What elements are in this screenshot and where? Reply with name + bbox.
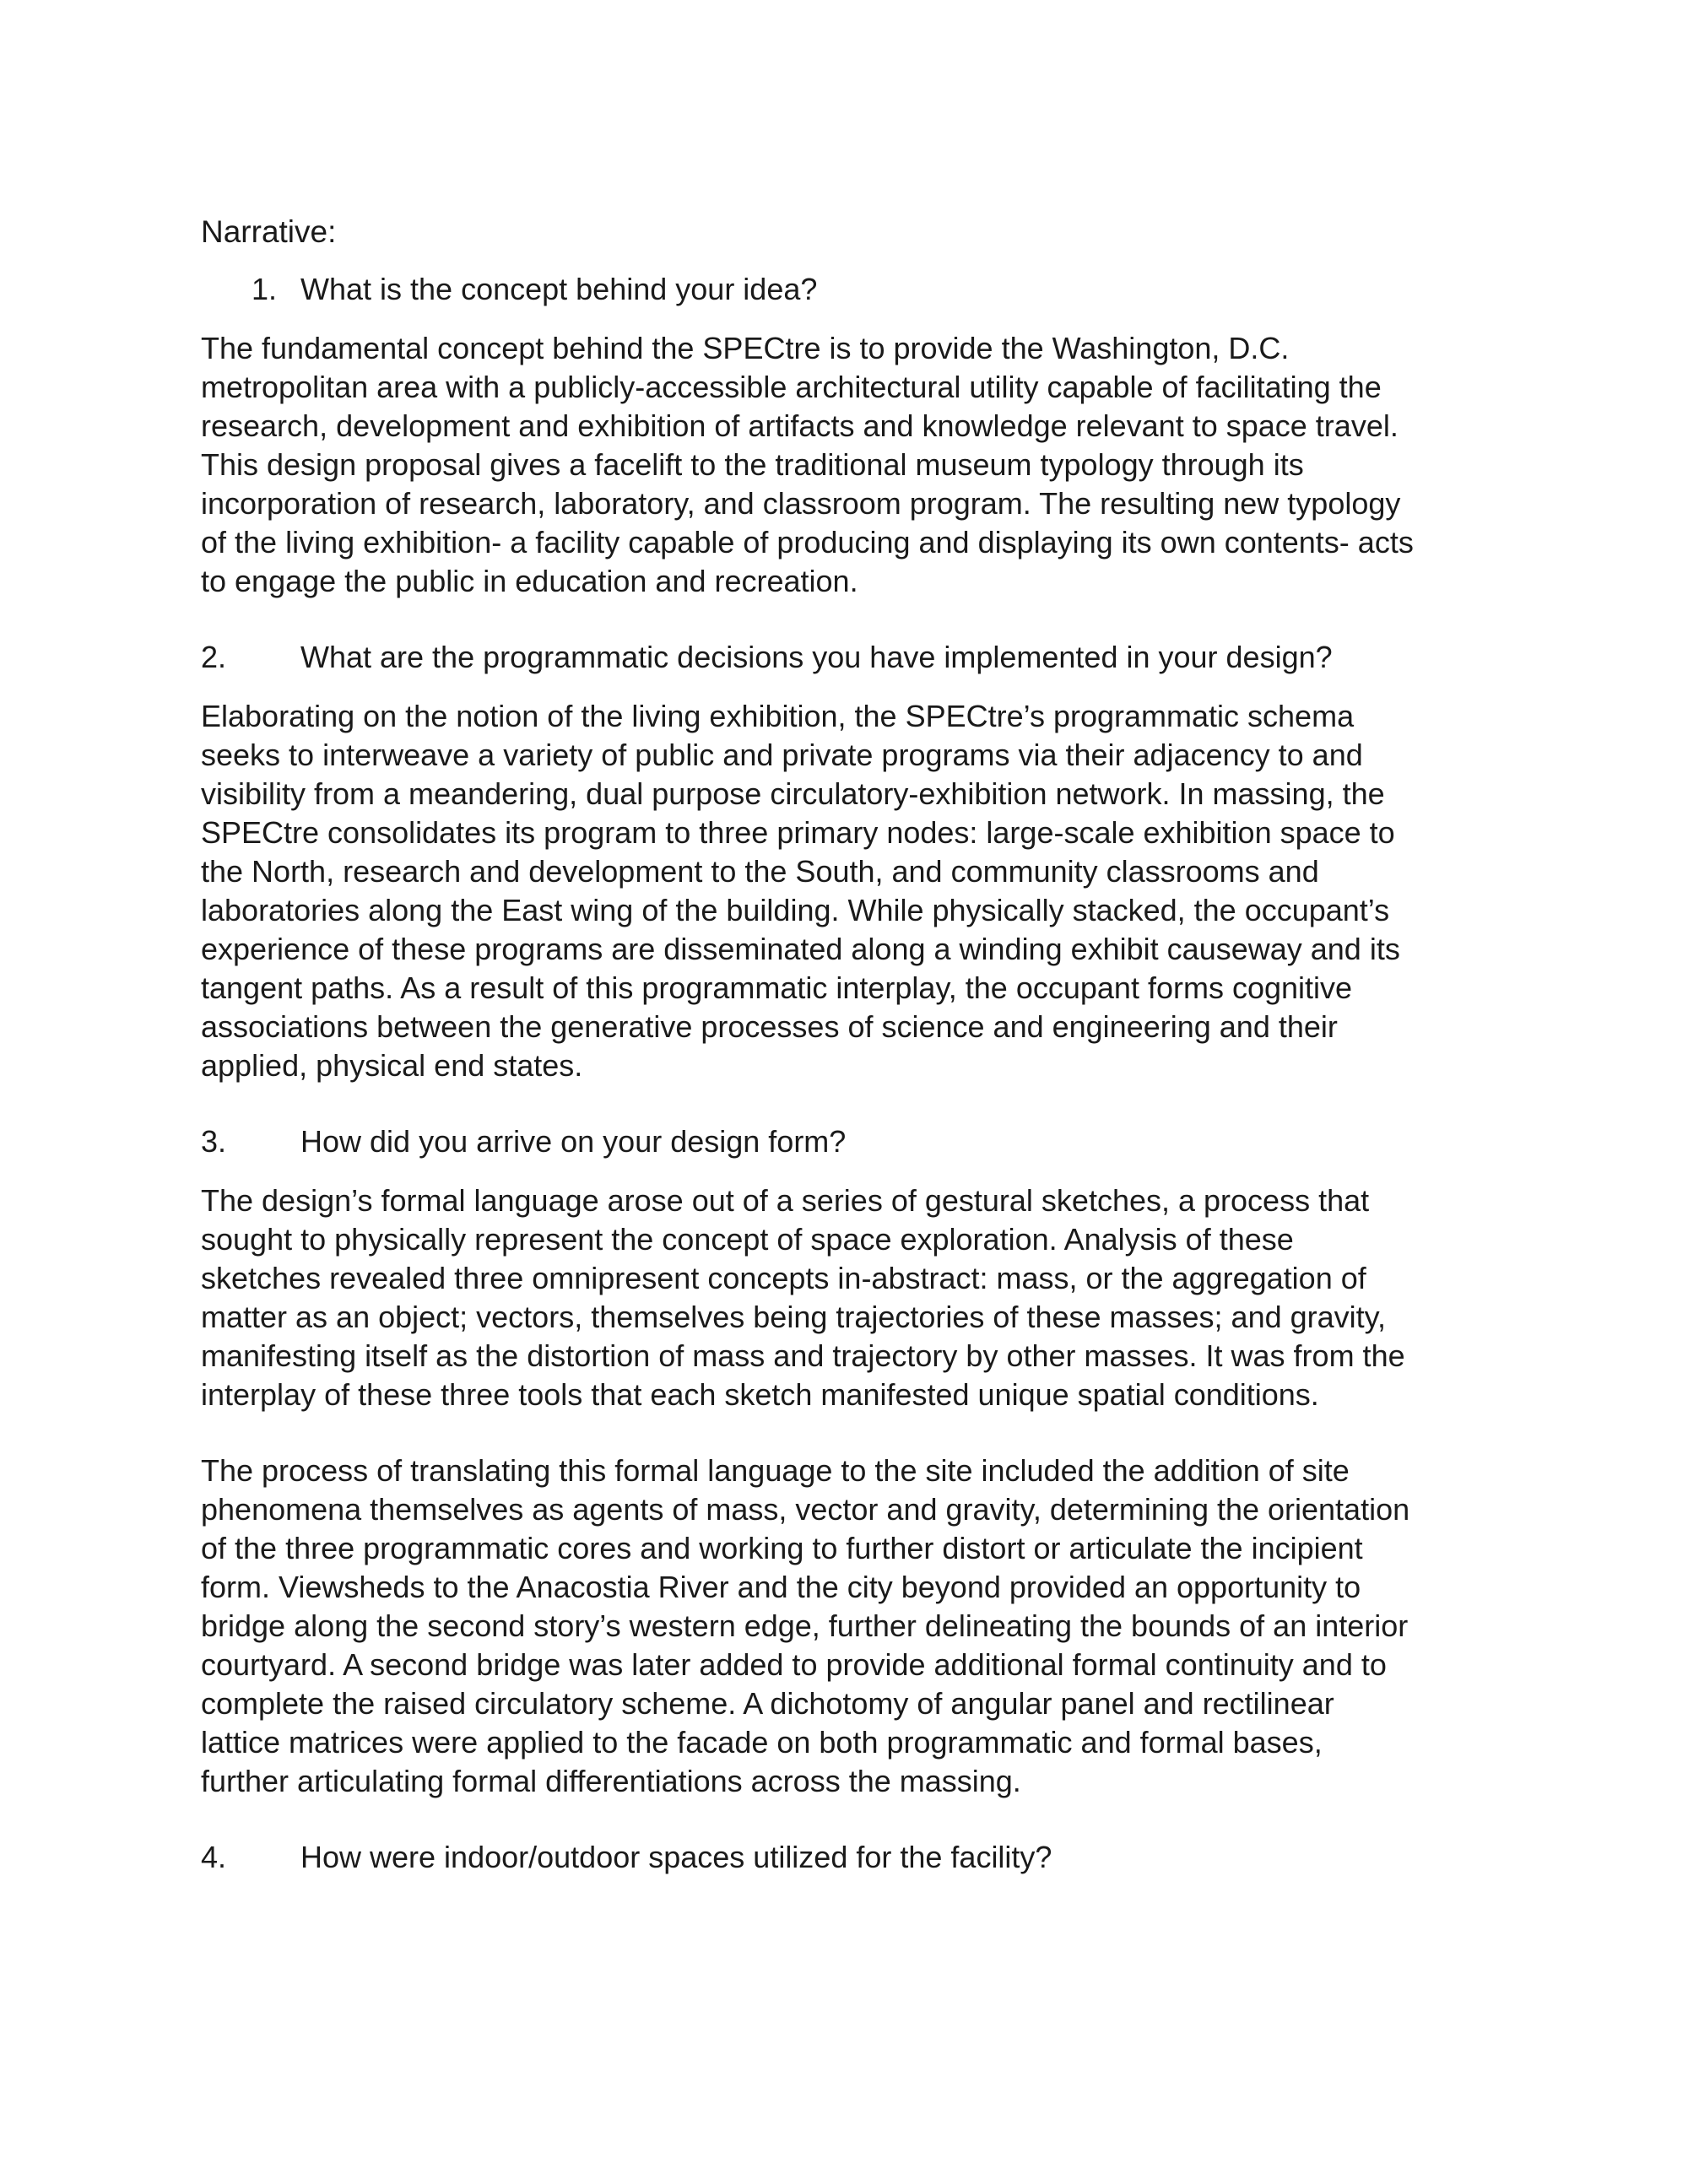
paragraph-line: incorporation of research, laboratory, and classroom program. The resulting new typology [201,486,1401,521]
paragraph-line: interplay of these three tools that each sketch manifested unique spatial conditions. [201,1377,1319,1412]
paragraph-line: of the living exhibition- a facility capable of producing and displaying its own contents- acts [201,525,1414,560]
question-2-text: What are the programmatic decisions you have implemented in your design? [300,640,1333,674]
paragraph-line: associations between the generative processes of science and engineering and their [201,1009,1338,1044]
question-3 [201,1122,1501,1161]
paragraph-line: to engage the public in education and recreation. [201,564,858,598]
answer-3-paragraph-2 [201,1451,1501,1801]
question-4 [201,1838,1501,1877]
question-3-number: 3. [201,1124,227,1159]
paragraph-line: The design’s formal language arose out of a series of gestural sketches, a process that [201,1183,1370,1218]
answer-1-paragraph [201,329,1501,601]
paragraph-line: complete the raised circulatory scheme. A dichotomy of angular panel and rectilinear [201,1686,1334,1721]
paragraph-line: phenomena themselves as agents of mass, vector and gravity, determining the orientation [201,1492,1410,1527]
paragraph-line: manifesting itself as the distortion of mass and trajectory by other masses. It was from the [201,1338,1405,1373]
question-3-text: How did you arrive on your design form? [300,1124,847,1159]
question-4-number: 4. [201,1840,227,1874]
paragraph-line: courtyard. A second bridge was later added to provide additional formal continuity and to [201,1647,1387,1682]
paragraph-line: the North, research and development to the South, and community classrooms and [201,854,1319,889]
document-heading: Narrative: [201,214,337,249]
question-1-text: What is the concept behind your idea? [300,272,818,306]
question-1-number: 1. [252,272,278,306]
paragraph-line: SPECtre consolidates its program to three primary nodes: large-scale exhibition space to [201,815,1395,850]
answer-2-paragraph [201,697,1501,1085]
paragraph-line: experience of these programs are disseminated along a winding exhibit causeway and its [201,932,1400,966]
paragraph-line: tangent paths. As a result of this programmatic interplay, the occupant forms cognitive [201,970,1353,1005]
question-4-text: How were indoor/outdoor spaces utilized for the facility? [300,1840,1052,1874]
paragraph-line: This design proposal gives a facelift to the traditional museum typology through its [201,447,1304,482]
paragraph-line: sketches revealed three omnipresent concepts in-abstract: mass, or the aggregation of [201,1261,1366,1295]
paragraph-line: The fundamental concept behind the SPECtre is to provide the Washington, D.C. [201,331,1290,365]
paragraph-line: of the three programmatic cores and working to further distort or articulate the incipient [201,1531,1363,1565]
question-2 [201,638,1501,677]
question-1 [201,270,1501,309]
paragraph-line: form. Viewsheds to the Anacostia River and the city beyond provided an opportunity to [201,1570,1361,1604]
paragraph-line: metropolitan area with a publicly-accessible architectural utility capable of facilitating the [201,370,1382,404]
document-page [201,213,1501,1897]
paragraph-line: matter as an object; vectors, themselves being trajectories of these masses; and gravity, [201,1300,1386,1334]
paragraph-line: laboratories along the East wing of the building. While physically stacked, the occupant’s [201,893,1390,927]
paragraph-line: visibility from a meandering, dual purpose circulatory-exhibition network. In massing, the [201,776,1385,811]
paragraph-line: further articulating formal differentiations across the massing. [201,1764,1021,1798]
question-2-number: 2. [201,640,227,674]
paragraph-line: lattice matrices were applied to the facade on both programmatic and formal bases, [201,1725,1323,1760]
paragraph-line: research, development and exhibition of artifacts and knowledge relevant to space travel. [201,408,1399,443]
paragraph-line: The process of translating this formal language to the site included the addition of site [201,1453,1350,1488]
answer-3-paragraph-1 [201,1181,1501,1414]
paragraph-line: bridge along the second story’s western edge, further delineating the bounds of an interior [201,1608,1409,1643]
paragraph-line: Elaborating on the notion of the living exhibition, the SPECtre’s programmatic schema [201,699,1355,733]
paragraph-line: seeks to interweave a variety of public and private programs via their adjacency to and [201,738,1363,772]
paragraph-line: applied, physical end states. [201,1048,583,1083]
paragraph-line: sought to physically represent the concept of space exploration. Analysis of these [201,1222,1294,1257]
